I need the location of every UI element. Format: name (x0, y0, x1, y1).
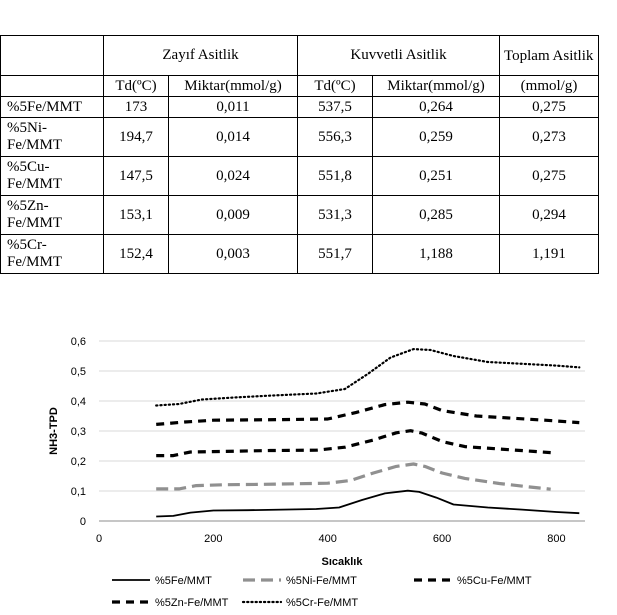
cell-amount2: 1,188 (373, 235, 500, 274)
y-tick-label: 0,6 (70, 336, 86, 348)
series-line-3 (156, 431, 551, 456)
table-row (1, 118, 599, 157)
corner-cell (1, 36, 104, 76)
subheader-amount2: Miktar(mmol/g) (373, 76, 500, 97)
table-subheader-row (1, 76, 599, 97)
nh3-tpd-chart (0, 322, 617, 615)
legend-label: %5Fe/MMT (155, 575, 212, 587)
row-name: %5Cr-Fe/MMT (1, 235, 104, 274)
legend-label: %5Zn-Fe/MMT (155, 597, 229, 609)
cell-amount1: 0,024 (169, 157, 298, 196)
cell-total: 0,294 (500, 196, 599, 235)
y-tick-label: 0 (79, 516, 86, 528)
cell-td1: 173 (104, 97, 169, 118)
y-tick-label: 0,1 (70, 486, 86, 498)
cell-total: 0,273 (500, 118, 599, 157)
table-group-header-row (1, 36, 599, 76)
cell-amount1: 0,003 (169, 235, 298, 274)
subheader-total: (mmol/g) (500, 76, 599, 97)
series-line-2 (156, 464, 551, 489)
table-row (1, 157, 599, 196)
cell-td1: 147,5 (104, 157, 169, 196)
cell-total: 0,275 (500, 157, 599, 196)
subheader-td2: Td(ºC) (298, 76, 373, 97)
y-tick-label: 0,2 (70, 456, 86, 468)
legend-label: %5Ni-Fe/MMT (286, 575, 357, 587)
legend-label: %5Cu-Fe/MMT (457, 575, 532, 587)
x-tick-label: 0 (95, 533, 103, 545)
series-line-4 (156, 402, 579, 424)
cell-total: 1,191 (500, 235, 599, 274)
cell-amount2: 0,285 (373, 196, 500, 235)
cell-total: 0,275 (500, 97, 599, 118)
cell-td2: 551,8 (298, 157, 373, 196)
y-tick-label: 0,4 (70, 396, 86, 408)
x-tick-label: 200 (204, 533, 223, 545)
subheader-amount1: Miktar(mmol/g) (169, 76, 298, 97)
cell-td2: 537,5 (298, 97, 373, 118)
y-axis-title: NH3-TPD (48, 407, 60, 455)
cell-amount1: 0,011 (169, 97, 298, 118)
header-weak-acidity: Zayıf Asitlik (104, 36, 298, 76)
corner-cell-2 (1, 76, 104, 97)
series-line-5 (156, 349, 579, 405)
header-total-acidity: Toplam Asitlik (500, 36, 599, 76)
header-strong-acidity: Kuvvetli Asitlik (298, 36, 500, 76)
cell-td2: 551,7 (298, 235, 373, 274)
cell-amount1: 0,009 (169, 196, 298, 235)
y-tick-label: 0,3 (70, 426, 86, 438)
row-name: %5Zn-Fe/MMT (1, 196, 104, 235)
x-tick-label: 800 (547, 533, 566, 545)
acidity-table (0, 35, 599, 274)
cell-amount1: 0,014 (169, 118, 298, 157)
row-name: %5Fe/MMT (1, 97, 104, 118)
cell-amount2: 0,251 (373, 157, 500, 196)
table-row (1, 196, 599, 235)
x-tick-label: 400 (318, 533, 337, 545)
y-tick-label: 0,5 (70, 366, 86, 378)
cell-td2: 556,3 (298, 118, 373, 157)
row-name: %5Ni-Fe/MMT (1, 118, 104, 157)
subheader-td1: Td(ºC) (104, 76, 169, 97)
row-name: %5Cu-Fe/MMT (1, 157, 104, 196)
series-line-1 (156, 491, 579, 517)
cell-amount2: 0,264 (373, 97, 500, 118)
legend-label: %5Cr-Fe/MMT (286, 597, 359, 609)
cell-td1: 152,4 (104, 235, 169, 274)
table-row (1, 235, 599, 274)
table-row (1, 97, 599, 118)
x-tick-label: 600 (432, 533, 452, 545)
cell-td2: 531,3 (298, 196, 373, 235)
cell-td1: 153,1 (104, 196, 169, 235)
x-axis-title: Sıcaklık (321, 556, 363, 568)
cell-td1: 194,7 (104, 118, 169, 157)
cell-amount2: 0,259 (373, 118, 500, 157)
